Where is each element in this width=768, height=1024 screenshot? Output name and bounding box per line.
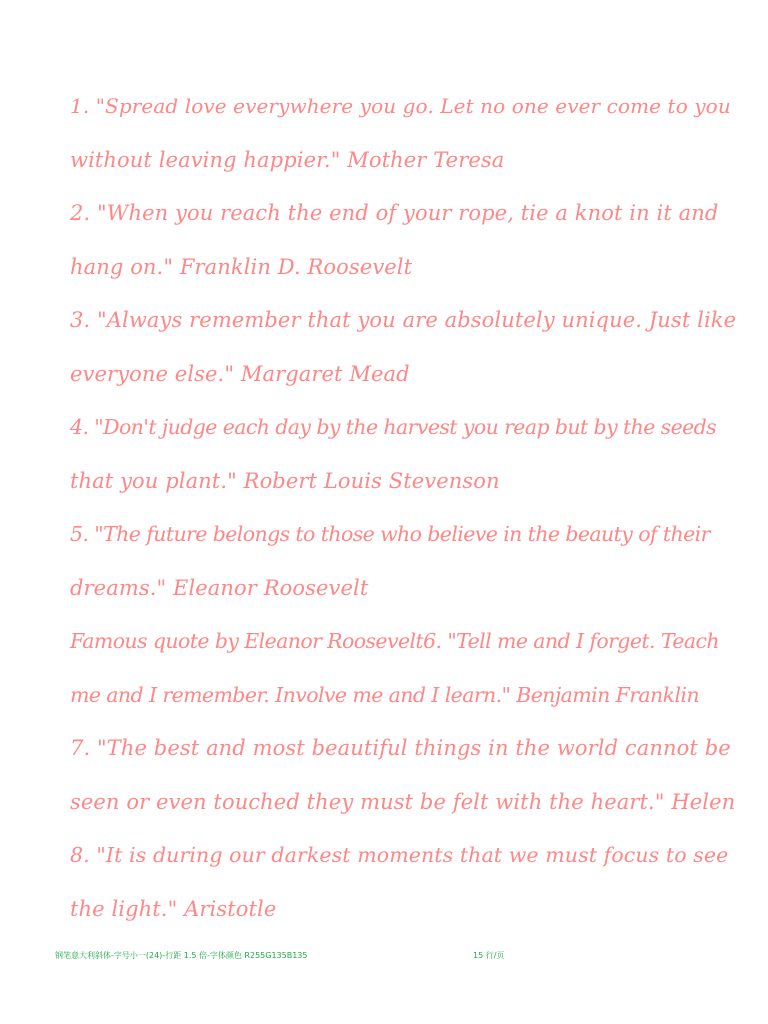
text-line: dreams." Eleanor Roosevelt (70, 575, 369, 600)
text-line: 5. "The future belongs to those who believe in the beauty of their (70, 522, 710, 546)
text-line: 4. "Don't judge each day by the harvest you reap but by the seeds (70, 415, 717, 439)
page-footer (55, 950, 715, 964)
text-line: hang on." Franklin D. Roosevelt (70, 254, 413, 279)
text-line: 7. "The best and most beautiful things in the world cannot be (70, 736, 731, 760)
text-line: 1. "Spread love everywhere you go. Let no one ever come to you (70, 94, 731, 118)
text-line: seen or even touched they must be felt with the heart." Helen (70, 789, 736, 814)
quote-text-block (70, 80, 740, 936)
text-line: 3. "Always remember that you are absolutely unique. Just like (70, 308, 737, 332)
font-settings-note: 钢笔意大利斜体-字号小一(24)-行距 1.5 倍-字体颜色 R255G135B135 (55, 951, 308, 960)
text-line: Famous quote by Eleanor Roosevelt6. "Tell me and I forget. Teach (70, 629, 719, 653)
text-line: 8. "It is during our darkest moments that we must focus to see (70, 843, 729, 867)
text-line: the light." Aristotle (70, 896, 277, 921)
text-line: without leaving happier." Mother Teresa (70, 147, 505, 172)
text-line: everyone else." Margaret Mead (70, 361, 410, 386)
text-line: that you plant." Robert Louis Stevenson (70, 468, 500, 493)
lines-per-page-note: 15 行/页 (473, 951, 505, 960)
text-line: me and I remember. Involve me and I learn." Benjamin Franklin (70, 682, 699, 707)
text-line: 2. "When you reach the end of your rope, tie a knot in it and (70, 201, 719, 225)
